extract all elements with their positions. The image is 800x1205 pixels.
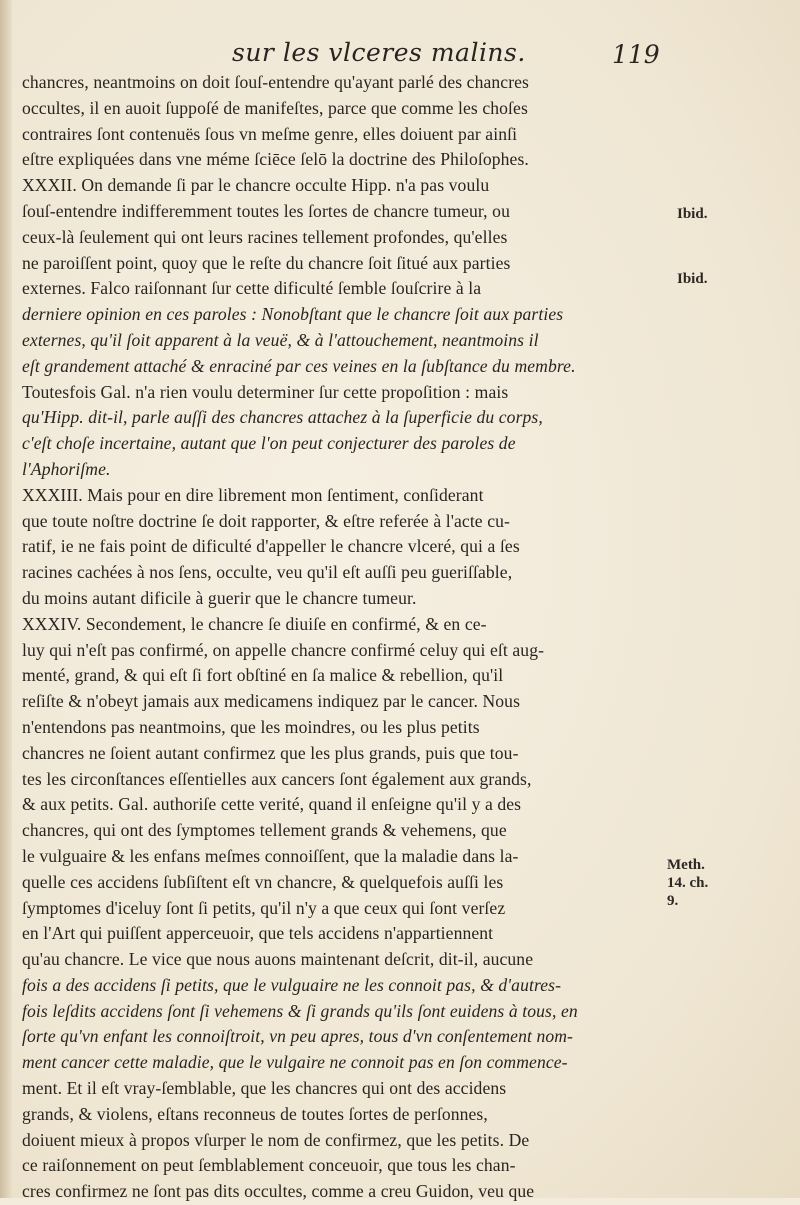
text-line: cres confirmez ne ſont pas dits occultes, comme a creu Guidon, veu que: [22, 1181, 535, 1202]
text-line: XXXIV. Secondement, le chancre ſe diuiſe en confirmé, & en ce-: [22, 613, 487, 634]
text-line: eſt grandement attaché & enraciné par ces veines en la ſubſtance du membre.: [22, 355, 576, 376]
text-line: fois leſdits accidens ſont ſi vehemens & ſi grands qu'ils ſont euidens à tous, en: [22, 1000, 578, 1021]
text-line: c'eſt choſe incertaine, autant que l'on peut conjecturer des paroles de: [22, 433, 516, 454]
text-line: ment cancer cette maladie, que le vulgaire ne connoit pas en ſon commence-: [22, 1052, 568, 1073]
text-line: reſiſte & n'obeyt jamais aux medicamens indiquez par le cancer. Nous: [22, 691, 521, 712]
text-line: Toutesfois Gal. n'a rien voulu determiner ſur cette propoſition : mais: [22, 381, 509, 402]
text-line: ſouſ-entendre indifferemment toutes les ſortes de chancre tumeur, ou: [22, 200, 510, 221]
text-line: ſymptomes d'iceluy ſont ſi petits, qu'il n'y a que ceux qui ſont verſez: [22, 897, 506, 918]
margin-note: Meth. 14. ch. 9.: [667, 857, 709, 909]
body-text: [22, 70, 658, 1205]
text-line: le vulguaire & les enfans meſmes connoiſſent, que la maladie dans la-: [22, 845, 519, 866]
text-line: ment. Et il eſt vray-ſemblable, que les chancres qui ont des accidens: [22, 1078, 507, 1099]
text-line: luy qui n'eſt pas confirmé, on appelle chancre confirmé celuy qui eſt aug-: [22, 639, 545, 660]
text-line: en l'Art qui puiſſent apperceuoir, que tels accidens n'appartiennent: [22, 923, 494, 944]
text-line: occultes, il en auoit ſuppoſé de manifeſtes, parce que comme les choſes: [22, 97, 528, 118]
text-line: qu'Hipp. dit-il, parle auſſi des chancres attachez à la ſuperficie du corps,: [22, 407, 543, 428]
text-line: chancres, qui ont des ſymptomes tellement grands & vehemens, que: [22, 820, 507, 841]
text-line: ſorte qu'vn enfant les connoiſtroit, vn peu apres, tous d'vn conſentement nom-: [22, 1026, 574, 1047]
text-line: derniere opinion en ces paroles : Nonobſtant que le chancre ſoit aux parties: [22, 304, 564, 325]
text-line: menté, grand, & qui eſt ſi fort obſtiné en ſa malice & rebellion, qu'il: [22, 665, 504, 686]
text-line: ratif, ie ne fais point de dificulté d'appeller le chancre vlceré, qui a ſes: [22, 536, 520, 557]
text-line: externes, qu'il ſoit apparent à la veuë, & à l'attouchement, neantmoins il: [22, 329, 539, 350]
text-line: fois a des accidens ſi petits, que le vulguaire ne les connoit pas, & d'autres-: [22, 974, 562, 995]
text-line: ce raiſonnement on peut ſemblablement conceuoir, que tous les chan-: [22, 1155, 516, 1176]
text-line: du moins autant dificile à guerir que le chancre tumeur.: [22, 587, 417, 608]
text-line: ceux-là ſeulement qui ont leurs racines tellement profondes, qu'elles: [22, 226, 508, 247]
page-gutter: [0, 0, 12, 1198]
margin-note: Ibid.: [677, 206, 708, 222]
text-line: eſtre expliquées dans vne méme ſciēce ſelō la doctrine des Philoſophes.: [22, 149, 529, 170]
text-line: XXXIII. Mais pour en dire librement mon ſentiment, conſiderant: [22, 484, 484, 505]
text-line: XXXII. On demande ſi par le chancre occulte Hipp. n'a pas voulu: [22, 175, 490, 196]
text-line: doiuent mieux à propos vſurper le nom de confirmez, que les petits. De: [22, 1129, 530, 1150]
text-line: n'entendons pas neantmoins, que les moindres, ou les plus petits: [22, 716, 480, 737]
text-line: externes. Falco raiſonnant ſur cette dificulté ſemble ſouſcrire à la: [22, 278, 482, 299]
text-line: ne paroiſſent point, quoy que le reſte du chancre ſoit ſitué aux parties: [22, 252, 511, 273]
page-number: 119: [612, 40, 660, 69]
running-title: sur les vlceres malins.: [232, 38, 526, 67]
text-line: & aux petits. Gal. authoriſe cette verité, quand il enſeigne qu'il y a des: [22, 794, 522, 815]
text-line: racines cachées à nos ſens, occulte, veu qu'il eſt auſſi peu gueriſſable,: [22, 562, 513, 583]
text-line: l'Aphoriſme.: [22, 458, 111, 479]
text-line: chancres, neantmoins on doit ſouſ-entendre qu'ayant parlé des chancres: [22, 72, 530, 92]
text-line: chancres ne ſoient autant confirmez que les plus grands, puis que tou-: [22, 742, 519, 763]
text-line: contraires ſont contenuës ſous vn meſme genre, elles doiuent par ainſi: [22, 123, 518, 144]
margin-note: Ibid.: [677, 271, 708, 287]
text-line: quelle ces accidens ſubſiſtent eſt vn chancre, & quelquefois auſſi les: [22, 871, 504, 892]
text-line: que toute noſtre doctrine ſe doit rapporter, & eſtre referée à l'acte cu-: [22, 510, 510, 531]
text-line: grands, & violens, eſtans reconneus de toutes ſortes de perſonnes,: [22, 1103, 488, 1124]
page-header: [0, 34, 800, 74]
text-line: tes les circonſtances eſſentielles aux cancers ſont également aux grands,: [22, 768, 532, 789]
text-line: qu'au chancre. Le vice que nous auons maintenant deſcrit, dit-il, aucune: [22, 949, 534, 970]
